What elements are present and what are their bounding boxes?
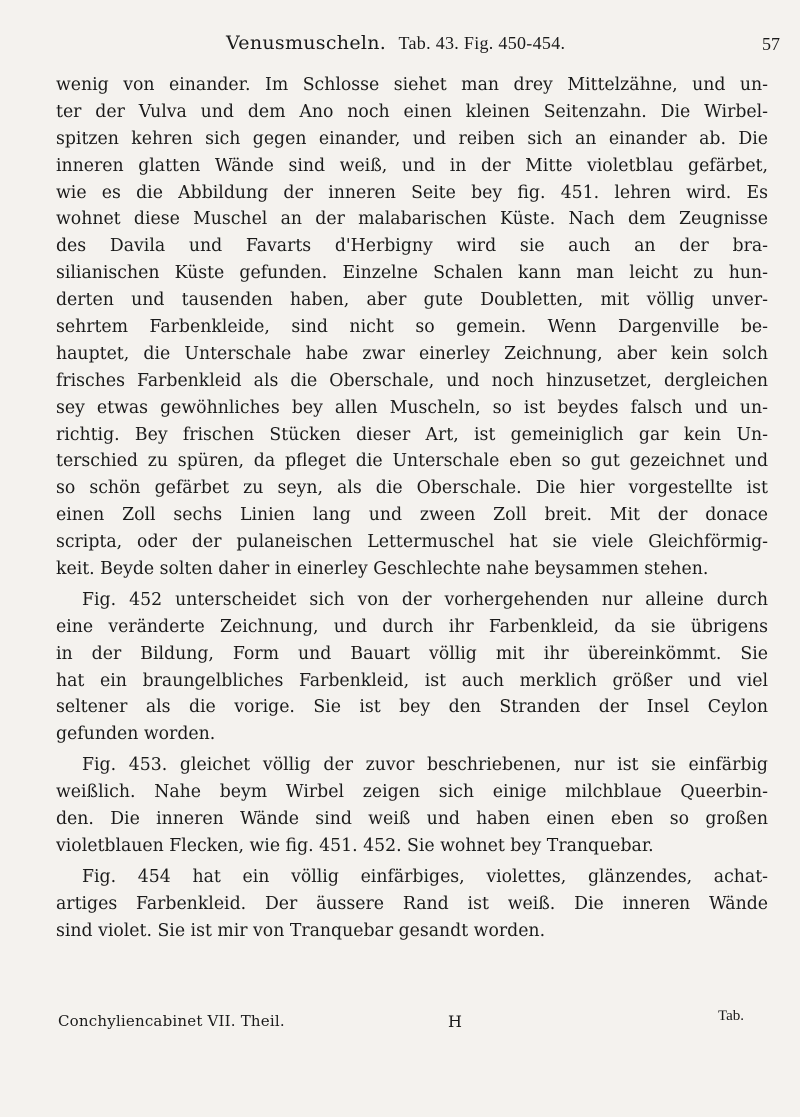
text-line: artiges Farbenkleid. Der äussere Rand ist weiß. Die inneren Wände (56, 893, 768, 914)
text-line: in der Bildung, Form und Bauart völlig mit ihr übereinkömmt. Sie (56, 643, 768, 664)
paragraph (56, 72, 768, 583)
text-line: violetblauen Flecken, wie fig. 451. 452. Sie wohnet bey Tranquebar. (56, 835, 654, 856)
text-line: eine veränderte Zeichnung, und durch ihr Farbenkleid, da sie übrigens (56, 616, 768, 637)
text-line: spitzen kehren sich gegen einander, und reiben sich an einander ab. Die (56, 128, 768, 149)
section-title: Venusmuscheln. (226, 32, 387, 54)
catchword: Tab. (718, 1008, 745, 1024)
page-title (226, 32, 565, 54)
text-line: keit. Beyde solten daher in einerley Geschlechte nahe beysammen stehen. (56, 559, 709, 580)
text-line: wohnet diese Muschel an der malabarischen Küste. Nach dem Zeugnisse (56, 209, 768, 230)
text-line: richtig. Bey frischen Stücken dieser Art, ist gemeiniglich gar kein Un- (56, 424, 768, 445)
plate-reference: Tab. 43. Fig. 450-454. (398, 33, 566, 53)
text-line: weißlich. Nahe beym Wirbel zeigen sich einige milchblaue Queerbin- (56, 782, 768, 803)
text-line: terschied zu spüren, da pfleget die Unterschale eben so gut gezeichnet und (56, 451, 768, 472)
page-footer (0, 1008, 800, 1042)
text-line: hat ein braungelbliches Farbenkleid, ist auch merklich größer und viel (56, 670, 768, 691)
text-line: so schön gefärbet zu seyn, als die Oberschale. Die hier vorgestellte ist (56, 478, 768, 499)
text-line: sehrtem Farbenkleide, sind nicht so gemein. Wenn Dargenville be- (56, 317, 768, 338)
text-line: gefunden worden. (56, 724, 216, 745)
text-line: den. Die inneren Wände sind weiß und haben einen eben so großen (56, 809, 768, 830)
text-line: sind violet. Sie ist mir von Tranquebar gesandt worden. (56, 920, 546, 941)
text-line: scripta, oder der pulaneischen Lettermuschel hat sie viele Gleichförmig- (56, 532, 768, 553)
page-number: 57 (762, 34, 780, 54)
text-line: Fig. 454 hat ein völlig einfärbiges, violettes, glänzendes, achat- (82, 866, 768, 887)
running-header (0, 32, 800, 62)
text-line: Fig. 452 unterscheidet sich von der vorhergehenden nur alleine durch (82, 589, 768, 610)
text-line: ter der Vulva und dem Ano noch einen kleinen Seitenzahn. Die Wirbel- (56, 101, 768, 122)
text-line: des Davila und Favarts d'Herbigny wird sie auch an der bra- (56, 236, 768, 257)
signature-mark: H (448, 1012, 462, 1031)
text-line: frisches Farbenkleid als die Oberschale, und noch hinzusetzet, dergleichen (56, 370, 768, 391)
text-line: einen Zoll sechs Linien lang und zween Zoll breit. Mit der donace (56, 505, 768, 526)
paragraph (56, 752, 768, 860)
text-line: wenig von einander. Im Schlosse siehet man drey Mittelzähne, und un- (56, 75, 768, 95)
paragraph (56, 587, 768, 748)
text-line: silianischen Küste gefunden. Einzelne Schalen kann man leicht zu hun- (56, 263, 768, 284)
text-line: hauptet, die Unterschale habe zwar einerley Zeichnung, aber kein solch (56, 343, 768, 364)
text-line: wie es die Abbildung der inneren Seite bey fig. 451. lehren wird. Es (56, 182, 768, 203)
text-line: inneren glatten Wände sind weiß, und in der Mitte violetblau gefärbet, (56, 155, 768, 176)
volume-signature: Conchyliencabinet VII. Theil. (58, 1012, 285, 1030)
text-line: seltener als die vorige. Sie ist bey den Stranden der Insel Ceylon (56, 697, 768, 718)
text-line: derten und tausenden haben, aber gute Doubletten, mit völlig unver- (56, 290, 768, 311)
text-line: sey etwas gewöhnliches bey allen Muscheln, so ist beydes falsch und un- (56, 397, 768, 418)
paragraph (56, 864, 768, 945)
text-line: Fig. 453. gleichet völlig der zuvor beschriebenen, nur ist sie einfärbig (82, 755, 768, 776)
body-text (56, 72, 768, 949)
